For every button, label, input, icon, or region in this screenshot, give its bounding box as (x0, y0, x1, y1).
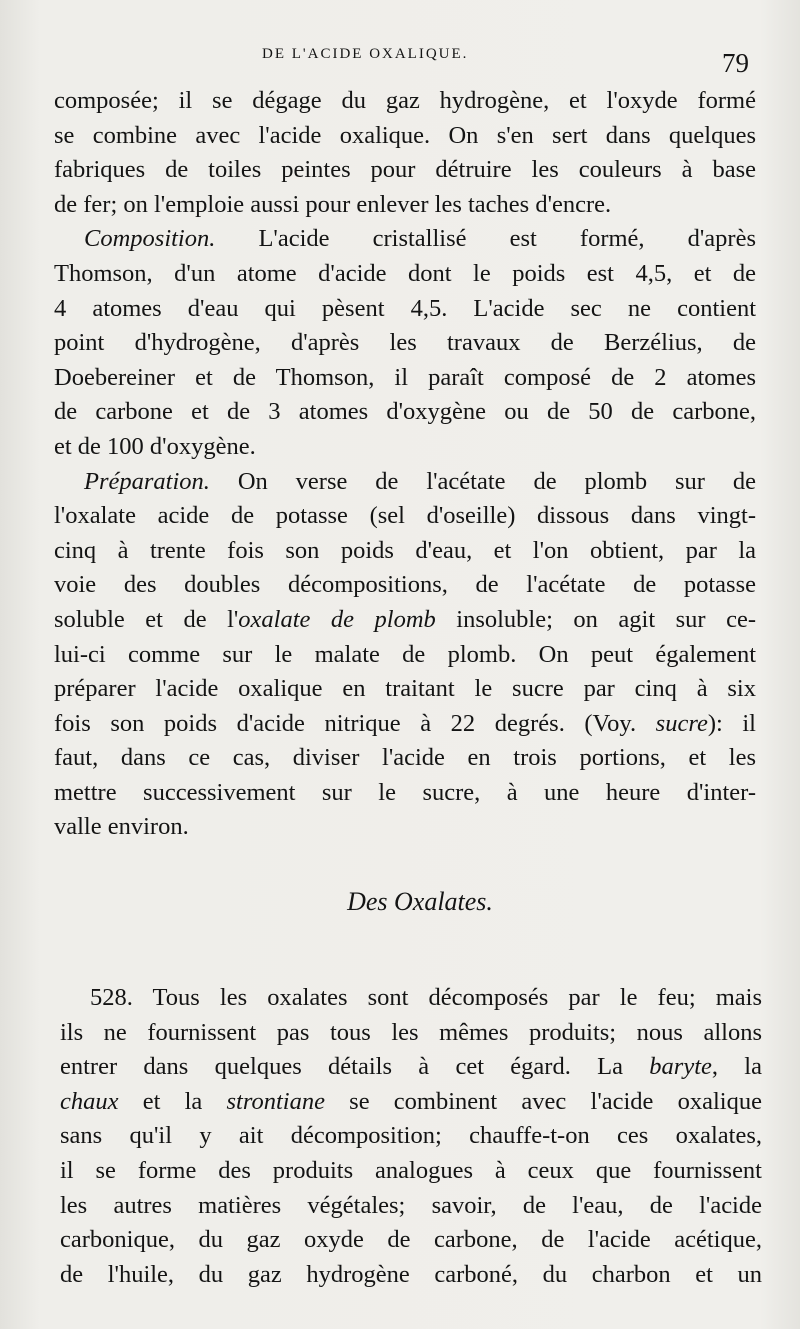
text-line: Doebereiner et de Thomson, il paraît composé de 2 atomes (54, 363, 756, 391)
section-heading-text: Des Oxalates. (347, 887, 493, 916)
text-line (60, 1050, 762, 1085)
italic-term: strontiane (226, 1087, 325, 1115)
text-span: se combinent avec l'acide oxalique (324, 1087, 762, 1115)
text-line: point d'hydrogène, d'après les travaux de Berzélius, de (54, 329, 756, 357)
text-line: composée; il se dégage du gaz hydrogène, et l'oxyde formé (54, 87, 756, 114)
text-span: soluble et de l' (54, 605, 239, 633)
text-line: de fer; on l'emploie aussi pour enlever les taches d'encre. (54, 190, 612, 218)
text-line (54, 603, 756, 638)
text-line: il se forme des produits analogues à ceux que fournissent (60, 1156, 762, 1184)
text-span: entrer dans quelques détails à cet égard. La (60, 1053, 650, 1081)
text-span: ): il (707, 709, 756, 737)
text-line: cinq à trente fois son poids d'eau, et l'on obtient, par la (54, 536, 756, 564)
italic-term: oxalate de plomb (238, 605, 436, 633)
text-line: l'oxalate acide de potasse (sel d'oseille) dissous dans vingt- (54, 502, 756, 530)
text-line: valle environ. (54, 813, 189, 841)
text-block-top (54, 84, 756, 845)
text-line: 528. Tous les oxalates sont décomposés par le feu; mais (90, 984, 762, 1011)
italic-term: baryte (649, 1053, 712, 1081)
text-line: lui-ci comme sur le malate de plomb. On peut également (54, 640, 756, 668)
running-head (0, 40, 800, 80)
text-line: 4 atomes d'eau qui pèsent 4,5. L'acide sec ne contient (54, 294, 756, 322)
text-line: de carbone et de 3 atomes d'oxygène ou de 50 de carbone, (54, 398, 756, 426)
text-span: insoluble; on agit sur ce- (435, 605, 756, 633)
section-heading (0, 882, 800, 922)
page-number: 79 (722, 48, 749, 78)
running-title: DE L'ACIDE OXALIQUE. (262, 46, 469, 62)
text-line: Thomson, d'un atome d'acide dont le poids est 4,5, et de (54, 259, 756, 287)
text-line: sans qu'il y ait décomposition; chauffe-t-on ces oxalates, (60, 1122, 762, 1150)
text-block-bottom (60, 981, 762, 1292)
text-line (54, 465, 756, 500)
text-line (54, 222, 756, 257)
text-span: L'acide cristallisé est formé, d'après (215, 225, 756, 253)
text-line: et de 100 d'oxygène. (54, 432, 256, 460)
text-span: fois son poids d'acide nitrique à 22 degrés. (Voy. (54, 709, 656, 737)
italic-term: chaux (60, 1087, 119, 1115)
text-line: voie des doubles décompositions, de l'acétate de potasse (54, 571, 756, 599)
paragraph-label-preparation: Préparation. (84, 467, 210, 495)
text-line (60, 1085, 762, 1120)
text-line (54, 707, 756, 742)
text-line: fabriques de toiles peintes pour détruire les couleurs à base (54, 156, 756, 184)
text-line: préparer l'acide oxalique en traitant le sucre par cinq à six (54, 675, 756, 703)
text-line: de l'huile, du gaz hydrogène carboné, du charbon et un (60, 1260, 762, 1288)
text-span: et la (118, 1087, 227, 1115)
text-span: On verse de l'acétate de plomb sur de (209, 467, 756, 495)
italic-term: sucre (655, 709, 708, 737)
paragraph-label-composition: Composition. (84, 225, 216, 253)
text-line: faut, dans ce cas, diviser l'acide en trois portions, et les (54, 744, 756, 772)
text-line: les autres matières végétales; savoir, de l'eau, de l'acide (60, 1191, 762, 1219)
text-span: , la (711, 1053, 762, 1081)
text-line: mettre successivement sur le sucre, à une heure d'inter- (54, 778, 756, 806)
text-line: carbonique, du gaz oxyde de carbone, de l'acide acétique, (60, 1226, 762, 1254)
text-line: ils ne fournissent pas tous les mêmes produits; nous allons (60, 1018, 762, 1046)
text-line: se combine avec l'acide oxalique. On s'en sert dans quelques (54, 121, 756, 149)
